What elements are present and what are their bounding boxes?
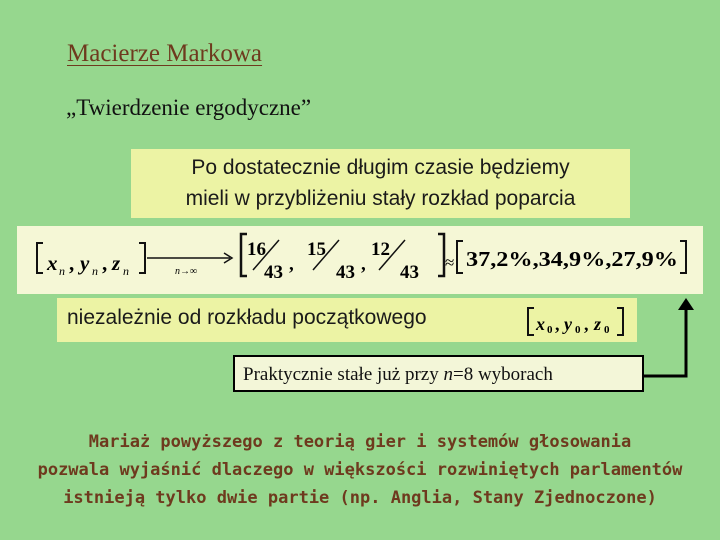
vec-x: x [47, 251, 58, 275]
slide-title: Macierze Markowa [67, 40, 263, 67]
slide-subtitle: „Twierdzenie ergodyczne” [66, 95, 312, 120]
connector-line [644, 307, 686, 376]
arrow-up-icon [678, 298, 694, 310]
note-suffix: =8 wyborach [452, 364, 553, 385]
formula-svg [17, 226, 703, 294]
vec-z-index: n [123, 264, 129, 278]
percentages: 37,2%,34,9%,27,9% [466, 247, 678, 271]
init-comma-2: , [584, 314, 589, 334]
vec-comma-2: , [102, 251, 108, 275]
note-text [243, 364, 553, 386]
independence-box [57, 298, 637, 342]
note-box [233, 355, 644, 392]
init-z-index: 0 [604, 324, 610, 336]
vec-y: y [80, 251, 90, 275]
frac1-den: 43 [264, 262, 283, 283]
frac1-num: 16 [247, 239, 266, 260]
conclusion-line-2: pozwala wyjaśnić dlaczego w większości rozwiniętych parlamentów [37, 460, 683, 480]
init-bracket-left [528, 308, 534, 335]
init-x: x [536, 314, 545, 334]
pct-bracket-left [457, 241, 463, 273]
bracket-right [139, 243, 145, 273]
frac3-den: 43 [400, 262, 419, 283]
frac2-num: 15 [307, 239, 326, 260]
init-bracket-right [617, 308, 623, 335]
statement-box [131, 149, 630, 218]
vec-x-index: n [59, 264, 65, 278]
frac-comma-1: , [289, 254, 294, 275]
frac-comma-2: , [361, 254, 366, 275]
note-prefix: Praktycznie stałe już przy [243, 364, 444, 385]
limit-label: n→∞ [175, 266, 198, 277]
frac2-den: 43 [336, 262, 355, 283]
vec-y-index: n [92, 264, 98, 278]
connector-arrow [640, 295, 700, 385]
pct-bracket-right [680, 241, 686, 273]
initial-vector [522, 302, 632, 340]
init-z: z [594, 314, 602, 334]
independence-text: niezależnie od rozkładu początkowego [67, 306, 427, 329]
approx-sign: ≈ [445, 253, 455, 272]
init-y: y [564, 314, 572, 334]
conclusion-line-1: Mariaż powyższego z teorią gier i systemów głosowania [88, 432, 632, 452]
init-comma-1: , [555, 314, 560, 334]
note-variable: n [443, 364, 453, 385]
bracket-left [37, 243, 43, 273]
frac3-num: 12 [371, 239, 390, 260]
formula-panel [17, 226, 703, 294]
big-bracket-right [438, 234, 444, 276]
conclusion-line-3: istnieją tylko dwie partie (np. Anglia, Stany Zjednoczone) [63, 488, 657, 508]
init-x-index: 0 [547, 324, 553, 336]
vec-z: z [112, 251, 121, 275]
statement-line-2: mieli w przybliżeniu stały rozkład poparcia [185, 187, 576, 210]
vec-comma-1: , [69, 251, 75, 275]
statement-line-1: Po dostatecznie długim czasie będziemy [191, 156, 570, 179]
init-y-index: 0 [575, 324, 581, 336]
conclusion [0, 428, 720, 512]
